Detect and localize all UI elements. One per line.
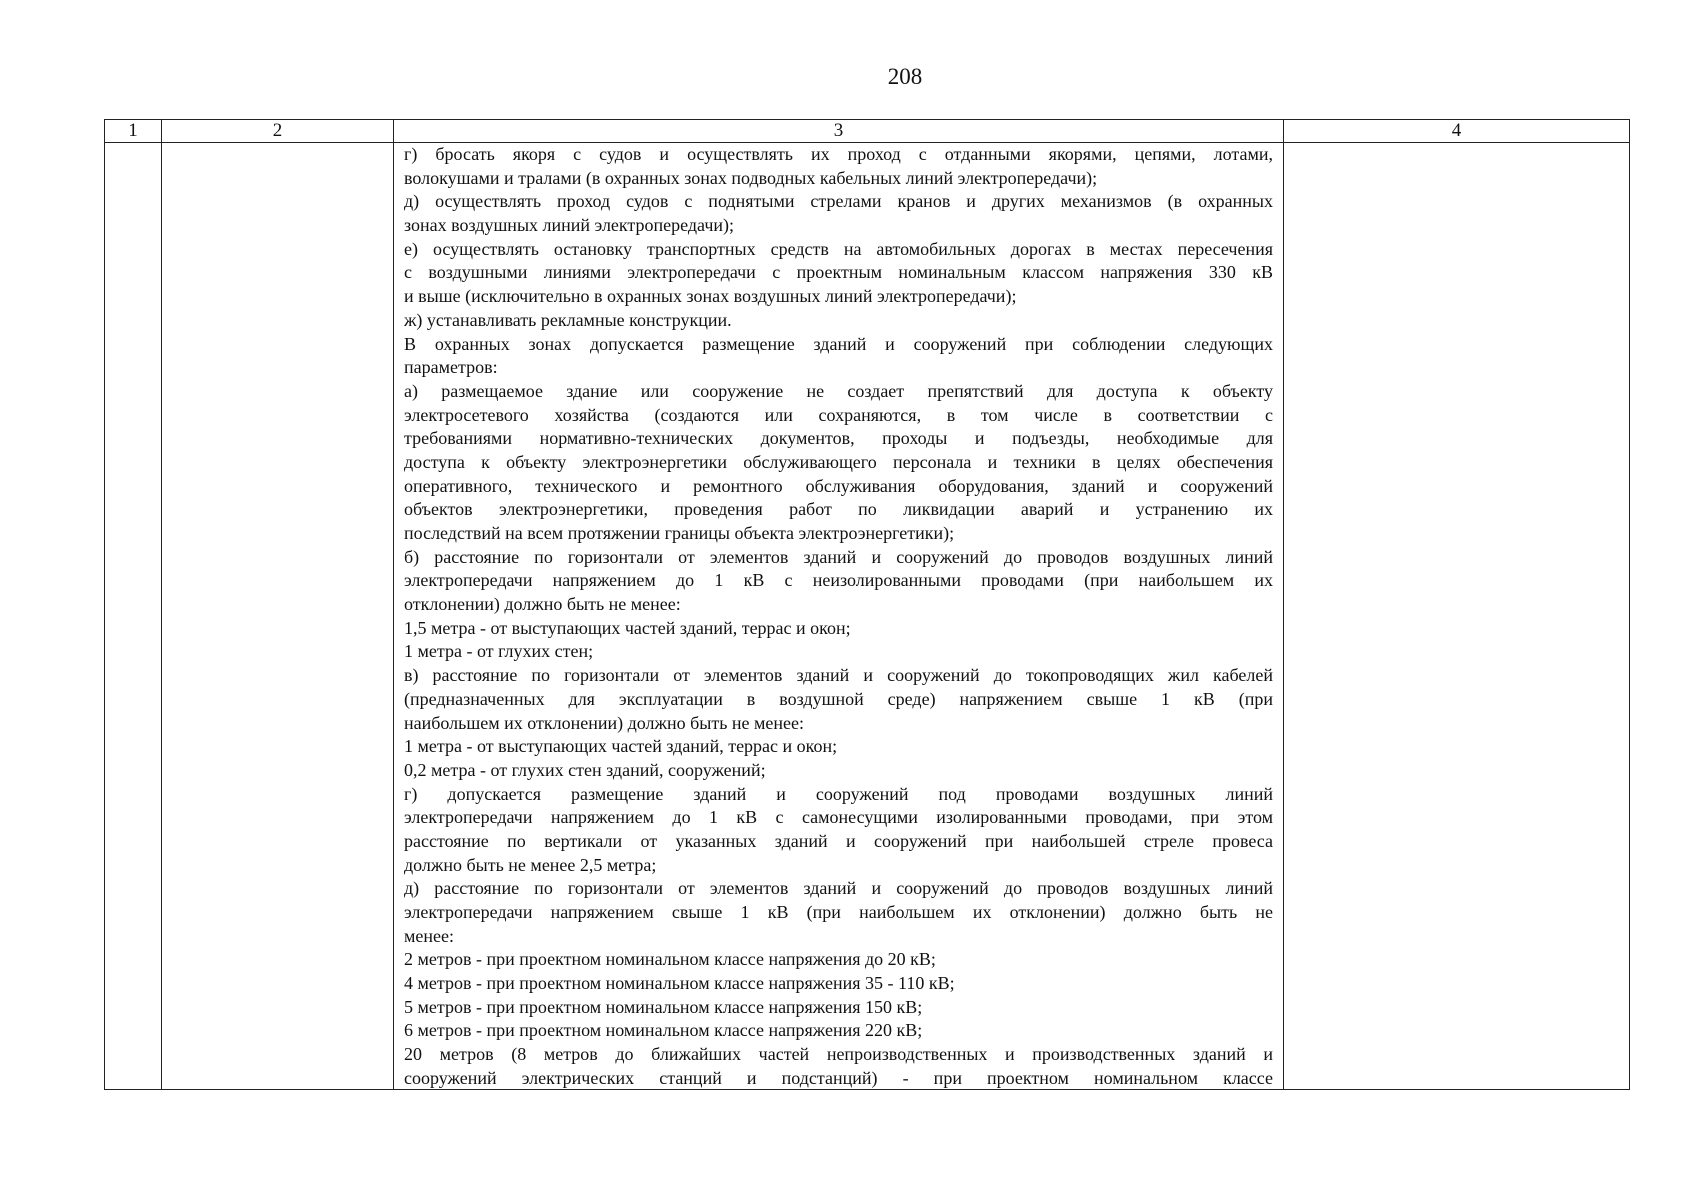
text-line: электропередачи напряжением свыше 1 кВ (при наибольшем их отклонении) должно быть не xyxy=(404,902,1273,922)
text-line: 5 метров - при проектном номинальном классе напряжения 150 кВ; xyxy=(404,996,923,1017)
text-line: должно быть не менее 2,5 метра; xyxy=(404,854,657,875)
page-number: 208 xyxy=(887,64,923,89)
text-line: электропередачи напряжением до 1 кВ с неизолированными проводами (при наибольшем их xyxy=(404,570,1273,591)
text-line: волокушами и тралами (в охранных зонах подводных кабельных линий электропередачи); xyxy=(404,167,1098,188)
text-line: 1,5 метра - от выступающих частей зданий, террас и окон; xyxy=(404,617,851,638)
text-line: е) осуществлять остановку транспортных средств на автомобильных дорогах в местах пересечения xyxy=(404,238,1273,259)
text-line: б) расстояние по горизонтали от элементов зданий и сооружений до проводов воздушных линий xyxy=(404,546,1273,567)
text-line: зонах воздушных линий электропередачи); xyxy=(404,215,734,236)
cell-col-1 xyxy=(105,143,162,1090)
regulation-table xyxy=(104,119,1630,1090)
header-row xyxy=(105,120,1630,143)
text-line: д) расстояние по горизонтали от элементов зданий и сооружений до проводов воздушных линий xyxy=(404,878,1273,899)
text-line: оперативного, технического и ремонтного обслуживания оборудования, зданий и сооружений xyxy=(404,475,1273,496)
column-header-1: 1 xyxy=(105,120,162,143)
column-header-4: 4 xyxy=(1284,120,1630,143)
text-line: д) осуществлять проход судов с поднятыми стрелами кранов и других механизмов (в охранных xyxy=(404,191,1273,212)
column-header-2: 2 xyxy=(162,120,394,143)
text-line: электропередачи напряжением до 1 кВ с самонесущими изолированными проводами, при этом xyxy=(404,807,1273,828)
text-line: В охранных зонах допускается размещение зданий и сооружений при соблюдении следующих xyxy=(404,333,1273,354)
text-line: расстояние по вертикали от указанных зданий и сооружений при наибольшей стреле провеса xyxy=(404,830,1273,851)
text-line: электросетевого хозяйства (создаются или сохраняются, в том числе в соответствии с xyxy=(404,404,1273,425)
text-line: сооружений электрических станций и подстанций) - при проектном номинальном классе xyxy=(404,1067,1273,1088)
cell-col-3 xyxy=(394,143,1284,1090)
text-line: параметров: xyxy=(404,357,498,378)
text-line: а) размещаемое здание или сооружение не создает препятствий для доступа к объекту xyxy=(404,380,1273,401)
cell-col-2 xyxy=(162,143,394,1090)
cell-col-4 xyxy=(1284,143,1630,1090)
text-line: г) допускается размещение зданий и сооружений под проводами воздушных линий xyxy=(404,783,1273,804)
text-line: отклонении) должно быть не менее: xyxy=(404,594,681,615)
table-row xyxy=(105,143,1630,1090)
text-line: 6 метров - при проектном номинальном классе напряжения 220 кВ; xyxy=(404,1020,923,1041)
text-line: последствий на всем протяжении границы объекта электроэнергетики); xyxy=(404,523,955,543)
text-line: г) бросать якоря с судов и осуществлять их проход с отданными якорями, цепями, лотами, xyxy=(404,144,1273,164)
text-line: 1 метра - от выступающих частей зданий, террас и окон; xyxy=(404,736,838,757)
text-line: объектов электроэнергетики, проведения работ по ликвидации аварий и устранению их xyxy=(404,499,1273,520)
column-header-3: 3 xyxy=(394,120,1284,143)
text-line: 0,2 метра - от глухих стен зданий, сооружений; xyxy=(404,759,766,780)
text-line: менее: xyxy=(404,925,454,946)
restrictions-text xyxy=(394,143,1283,1089)
text-line: 2 метров - при проектном номинальном классе напряжения до 20 кВ; xyxy=(404,949,936,970)
text-line: и выше (исключительно в охранных зонах воздушных линий электропередачи); xyxy=(404,286,1017,307)
text-line: доступа к объекту электроэнергетики обслуживающего персонала и техники в целях обеспечения xyxy=(404,451,1273,472)
text-line: (предназначенных для эксплуатации в воздушной среде) напряжением свыше 1 кВ (при xyxy=(404,688,1273,709)
text-line: 1 метра - от глухих стен; xyxy=(404,641,594,662)
text-line: 20 метров (8 метров до ближайших частей непроизводственных и производственных зданий и xyxy=(404,1044,1273,1065)
text-line: наибольшем их отклонении) должно быть не менее: xyxy=(404,712,805,733)
text-line: требованиями нормативно-технических документов, проходы и подъезды, необходимые для xyxy=(404,428,1273,449)
text-line: ж) устанавливать рекламные конструкции. xyxy=(404,309,732,330)
text-line: с воздушными линиями электропередачи с проектным номинальным классом напряжения 330 кВ xyxy=(404,262,1273,283)
text-line: в) расстояние по горизонтали от элементов зданий и сооружений до токопроводящих жил кабелей xyxy=(404,665,1273,686)
text-line: 4 метров - при проектном номинальном классе напряжения 35 - 110 кВ; xyxy=(404,973,955,994)
